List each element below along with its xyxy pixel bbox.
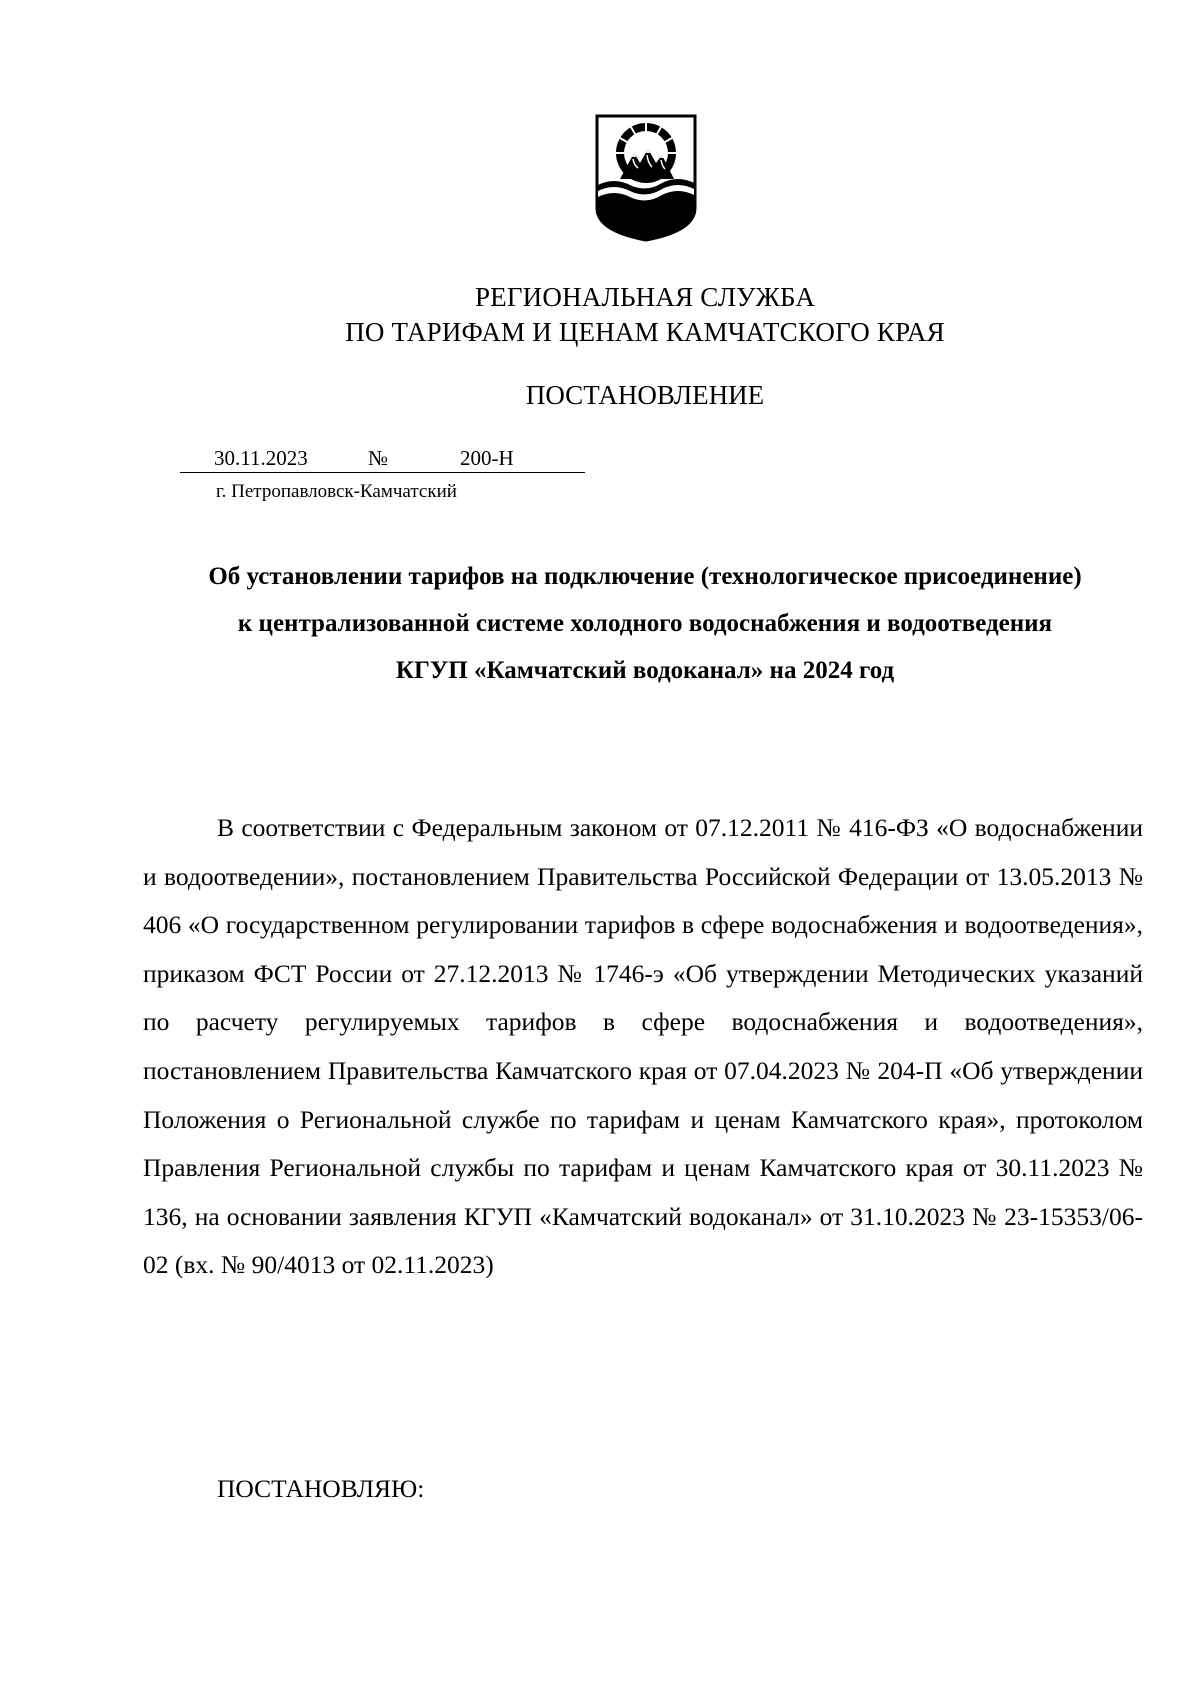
resolve-heading: ПОСТАНОВЛЯЮ: <box>217 1474 425 1503</box>
title-line2: к централизованной системе холодного водоснабжения и водоотведения <box>237 610 1053 637</box>
date-number-line <box>180 446 585 473</box>
title-line1: Об установлении тарифов на подключение (технологическое присоединение) <box>208 563 1082 590</box>
preamble-paragraph: В соответствии с Федеральным законом от 07.12.2011 № 416-ФЗ «О водоснабжении и водоотведении», постановлением Правительства Российской Федерации от 13.05.2013 № 406 «О государственном регулировании тарифов в сфере водоснабжения и водоотведения», приказом ФСТ России от 27.12.2013 № 1746-э «Об утверждении Методических указаний по расчету регулируемых тарифов в сфере водоснабжения и водоотведения», постановлением Правительства Камчатского края от 07.04.2023 № 204-П «Об утверждении Положения о Региональной службе по тарифам и ценам Камчатского края», протоколом Правления Региональной службы по тарифам и ценам Камчатского края от 30.11.2023 № 136, на основании заявления КГУП «Камчатский водоканал» от 31.10.2023 № 23-15353/06-02 (вх. № 90/4013 от 02.11.2023) <box>143 813 1143 1280</box>
document-type: ПОСТАНОВЛЕНИЕ <box>525 380 765 410</box>
document-date: 30.11.2023 <box>214 446 308 470</box>
number-sign: № <box>368 446 389 470</box>
city-name: г. Петропавловск-Камчатский <box>216 481 457 502</box>
document-number: 200-Н <box>460 446 514 470</box>
title-line3: КГУП «Камчатский водоканал» на 2024 год <box>395 657 895 684</box>
org-name-line2: ПО ТАРИФАМ И ЦЕНАМ КАМЧАТСКОГО КРАЯ <box>345 317 945 347</box>
org-name-line1: РЕГИОНАЛЬНАЯ СЛУЖБА <box>474 282 816 312</box>
kamchatka-coat-of-arms-icon <box>594 113 698 243</box>
